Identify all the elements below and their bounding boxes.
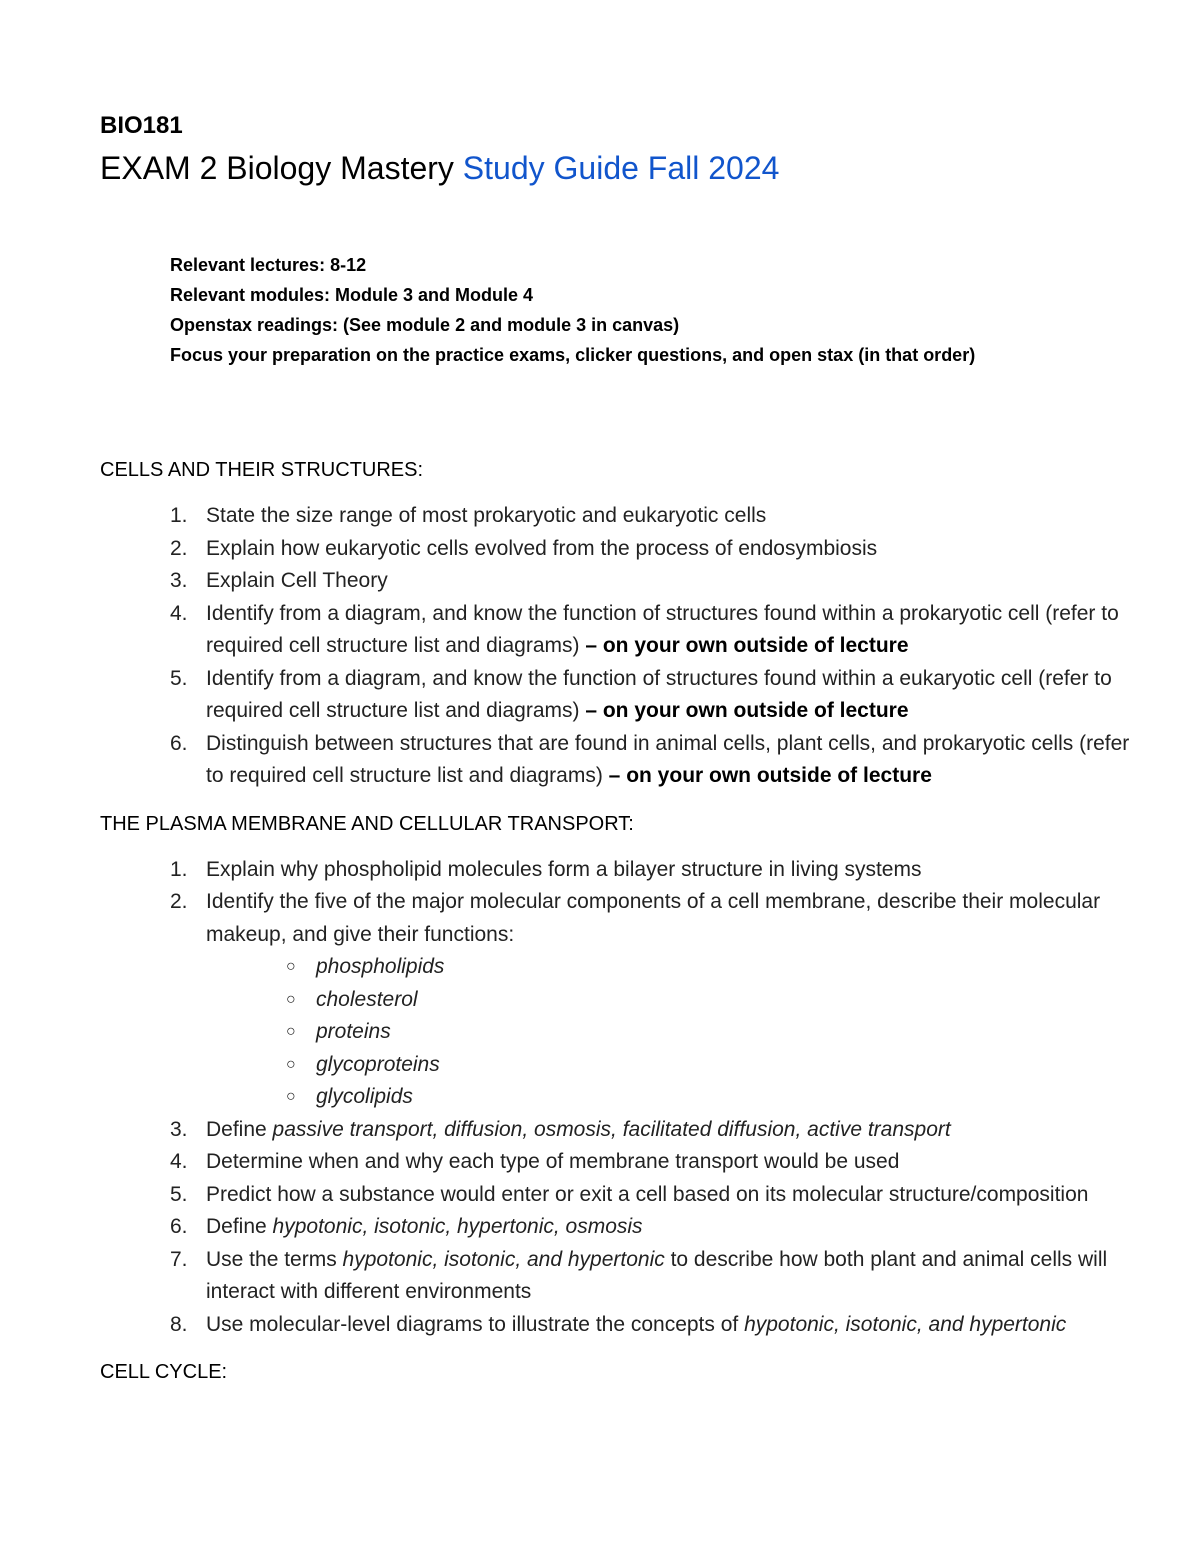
title-main: EXAM 2 Biology Mastery (100, 150, 454, 186)
item-number: 6. (170, 1215, 188, 1238)
item-text: State the size range of most prokaryotic and eukaryotic cells (206, 504, 767, 527)
item-text: Explain Cell Theory (206, 569, 388, 592)
item-text-tail: to describe how both plant and animal cells will interact with different environments (206, 1247, 1108, 1303)
list-item (100, 1309, 1140, 1342)
study-guide-page (100, 112, 1140, 1387)
focus-note: Focus your preparation on the practice exams, clicker questions, and open stax (in that order) (170, 345, 976, 365)
list-item (100, 663, 1140, 728)
item-number: 5. (170, 666, 188, 690)
list-item (100, 598, 1140, 663)
component-item (206, 984, 1140, 1017)
course-code: BIO181 (100, 112, 183, 139)
list-item (100, 1179, 1140, 1212)
component-label: phospholipids (316, 955, 445, 978)
item-number: 7. (170, 1247, 188, 1271)
hollow-bullet-icon: ○ (286, 990, 296, 1008)
item-number: 1. (170, 504, 188, 527)
item-number: 3. (170, 1117, 188, 1141)
item-number: 3. (170, 569, 188, 592)
component-label: proteins (316, 1020, 391, 1043)
list-item (100, 886, 1140, 1114)
list-item (100, 1146, 1140, 1179)
item-terms: passive transport, diffusion, osmosis, facilitated diffusion, active transport (272, 1117, 951, 1141)
relevant-lectures: Relevant lectures: 8-12 (170, 255, 367, 275)
component-label: cholesterol (316, 987, 418, 1011)
list-item (100, 533, 1140, 566)
item-text: Use molecular-level diagrams to illustrate the concepts of (206, 1312, 745, 1336)
section-heading-cells: CELLS AND THEIR STRUCTURES: (100, 459, 424, 481)
hollow-bullet-icon: ○ (286, 1088, 296, 1105)
item-text: Define (206, 1117, 273, 1141)
item-terms: hypotonic, isotonic, hypertonic, osmosis (272, 1215, 643, 1238)
item-number: 2. (170, 890, 188, 913)
membrane-objectives-list (100, 854, 1140, 1342)
list-item (100, 854, 1140, 887)
item-number: 4. (170, 601, 188, 625)
item-terms: hypotonic, isotonic, and hypertonic (342, 1247, 665, 1271)
list-item (100, 1211, 1140, 1244)
item-number: 1. (170, 857, 188, 881)
item-text: Determine when and why each type of membrane transport would be used (206, 1150, 900, 1173)
item-text: Identify the five of the major molecular components of a cell membrane, describe their molecular makeup, and give their functions: (206, 890, 1101, 946)
item-text: Explain why phospholipid molecules form a bilayer structure in living systems (206, 857, 922, 881)
section-heading-cell-cycle: CELL CYCLE: (100, 1361, 228, 1383)
page-title (100, 148, 1140, 188)
item-text: Distinguish between structures that are found in animal cells, plant cells, and prokaryotic cells (refer to required cell structure list and diagrams) (206, 731, 1130, 787)
item-number: 4. (170, 1150, 188, 1173)
item-text: Identify from a diagram, and know the function of structures found within a prokaryotic cell (refer to required cell structure list and diagrams) (206, 601, 1119, 657)
item-emphasis: – on your own outside of lecture (579, 634, 909, 657)
item-terms: hypotonic, isotonic, and hypertonic (744, 1312, 1067, 1336)
component-label: glycoproteins (316, 1052, 440, 1076)
list-item (100, 500, 1140, 533)
item-text: Define (206, 1215, 273, 1238)
item-text: Predict how a substance would enter or exit a cell based on its molecular structure/composition (206, 1182, 1089, 1206)
component-item (206, 1016, 1140, 1049)
hollow-bullet-icon: ○ (286, 1023, 296, 1040)
cells-objectives-list (100, 500, 1140, 793)
openstax-readings: Openstax readings: (See module 2 and module 3 in canvas) (170, 315, 680, 335)
title-accent: Study Guide Fall 2024 (462, 150, 780, 186)
item-emphasis: – on your own outside of lecture (579, 699, 909, 722)
item-text: Use the terms (206, 1247, 343, 1271)
item-number: 6. (170, 731, 188, 755)
hollow-bullet-icon: ○ (286, 1055, 296, 1073)
item-text: Explain how eukaryotic cells evolved from the process of endosymbiosis (206, 536, 878, 560)
item-text: Identify from a diagram, and know the function of structures found within a eukaryotic cell (refer to required cell structure list and diagrams) (206, 666, 1112, 722)
component-label: glycolipids (316, 1085, 413, 1108)
component-item (206, 951, 1140, 984)
relevant-modules: Relevant modules: Module 3 and Module 4 (170, 285, 534, 305)
section-heading-membrane: THE PLASMA MEMBRANE AND CELLULAR TRANSPORT: (100, 812, 634, 835)
list-item (100, 1114, 1140, 1147)
item-number: 8. (170, 1312, 188, 1336)
list-item (100, 565, 1140, 598)
hollow-bullet-icon: ○ (286, 958, 296, 975)
item-emphasis: – on your own outside of lecture (602, 764, 932, 787)
list-item (100, 728, 1140, 793)
item-number: 2. (170, 536, 188, 560)
item-number: 5. (170, 1182, 188, 1206)
component-item (206, 1081, 1140, 1114)
membrane-components-list (206, 951, 1140, 1114)
component-item (206, 1049, 1140, 1082)
exam-info (170, 250, 1140, 370)
list-item (100, 1244, 1140, 1309)
